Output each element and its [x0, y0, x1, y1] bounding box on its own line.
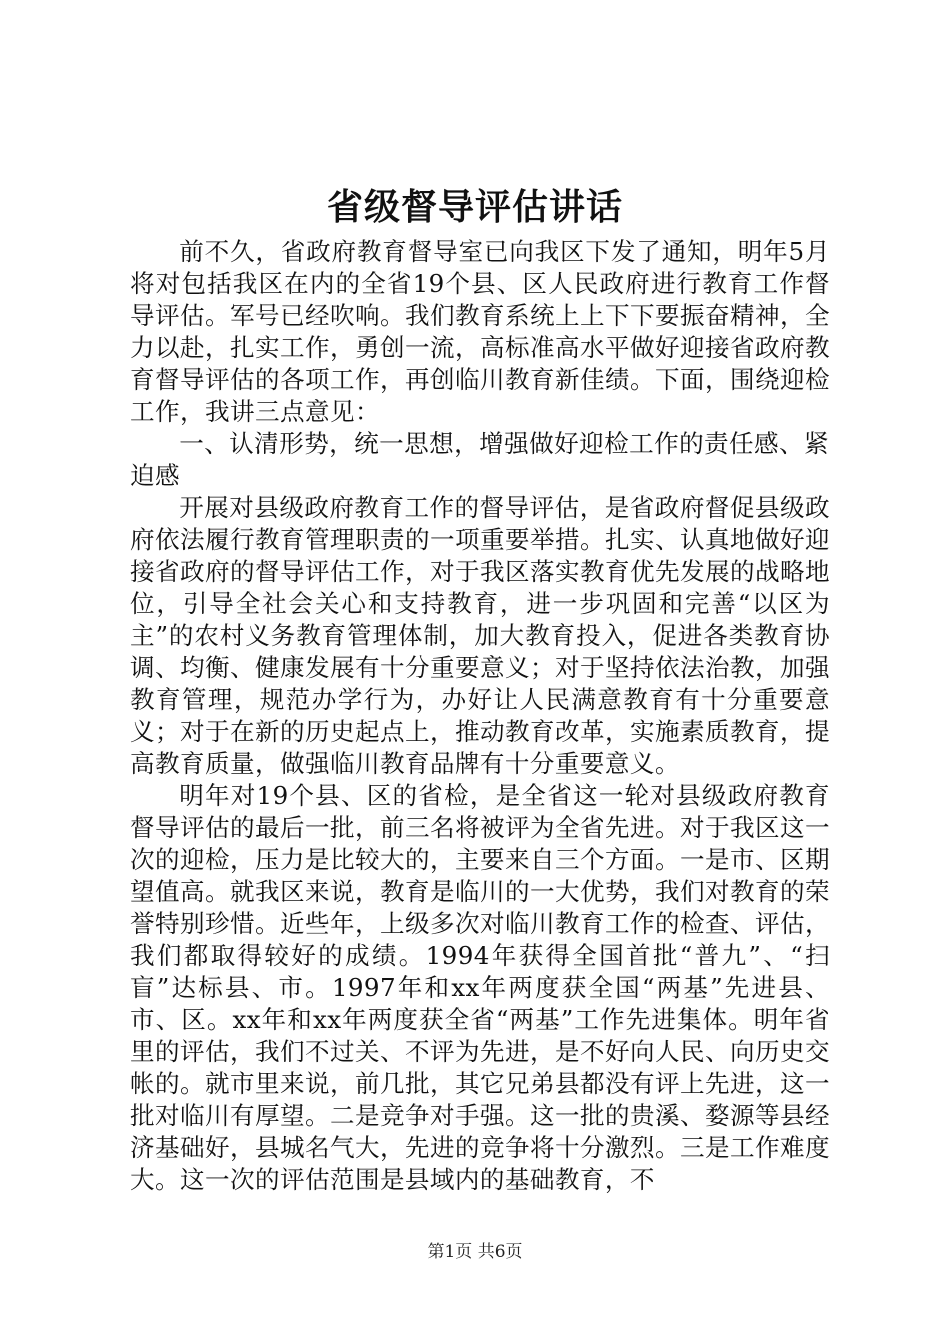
- document-title: 省级督导评估讲话: [326, 187, 623, 228]
- page-footer: 第1页 共6页: [427, 1242, 523, 1262]
- document-body: [130, 236, 830, 1196]
- paragraph-intro: 前不久，省政府教育督导室已向我区下发了通知，明年5月将对包括我区在内的全省19个县、区人民政府进行教育工作督导评估。军号已经吹响。我们教育系统上上下下要振奋精神，全力以赴，扎实工作，勇创一流，高标准高水平做好迎接省政府教育督导评估的各项工作，再创临川教育新佳绩。下面，围绕迎检工作，我讲三点意见：: [130, 237, 830, 426]
- section-heading-1: 一、认清形势，统一思想，增强做好迎检工作的责任感、紧迫感: [130, 429, 830, 490]
- paragraph-significance: 开展对县级政府教育工作的督导评估，是省政府督促县级政府依法履行教育管理职责的一项重要举措。扎实、认真地做好迎接省政府的督导评估工作，对于我区落实教育优先发展的战略地位，引导全社会关心和支持教育，进一步巩固和完善“以区为主”的农村义务教育管理体制，加大教育投入，促进各类教育协调、均衡、健康发展有十分重要意义；对于坚持依法治教，加强教育管理，规范办学行为，办好让人民满意教育有十分重要意义；对于在新的历史起点上，推动教育改革，实施素质教育，提高教育质量，做强临川教育品牌有十分重要意义。: [130, 493, 830, 778]
- paragraph-pressure: 明年对19个县、区的省检，是全省这一轮对县级政府教育督导评估的最后一批，前三名将被评为全省先进。对于我区这一次的迎检，压力是比较大的，主要来自三个方面。一是市、区期望值高。就我区来说，教育是临川的一大优势，我们对教育的荣誉特别珍惜。近些年，上级多次对临川教育工作的检查、评估，我们都取得较好的成绩。1994年获得全国首批“普九”、“扫盲”达标县、市。1997年和xx年两度获全国“两基”先进县、市、区。xx年和xx年两度获全省“两基”工作先进集体。明年省里的评估，我们不过关、不评为先进，是不好向人民、向历史交帐的。就市里来说，前几批，其它兄弟县都没有评上先进，这一批对临川有厚望。二是竞争对手强。这一批的贵溪、婺源等县经济基础好，县城名气大，先进的竞争将十分激烈。三是工作难度大。这一次的评估范围是县域内的基础教育，不: [130, 781, 830, 1194]
